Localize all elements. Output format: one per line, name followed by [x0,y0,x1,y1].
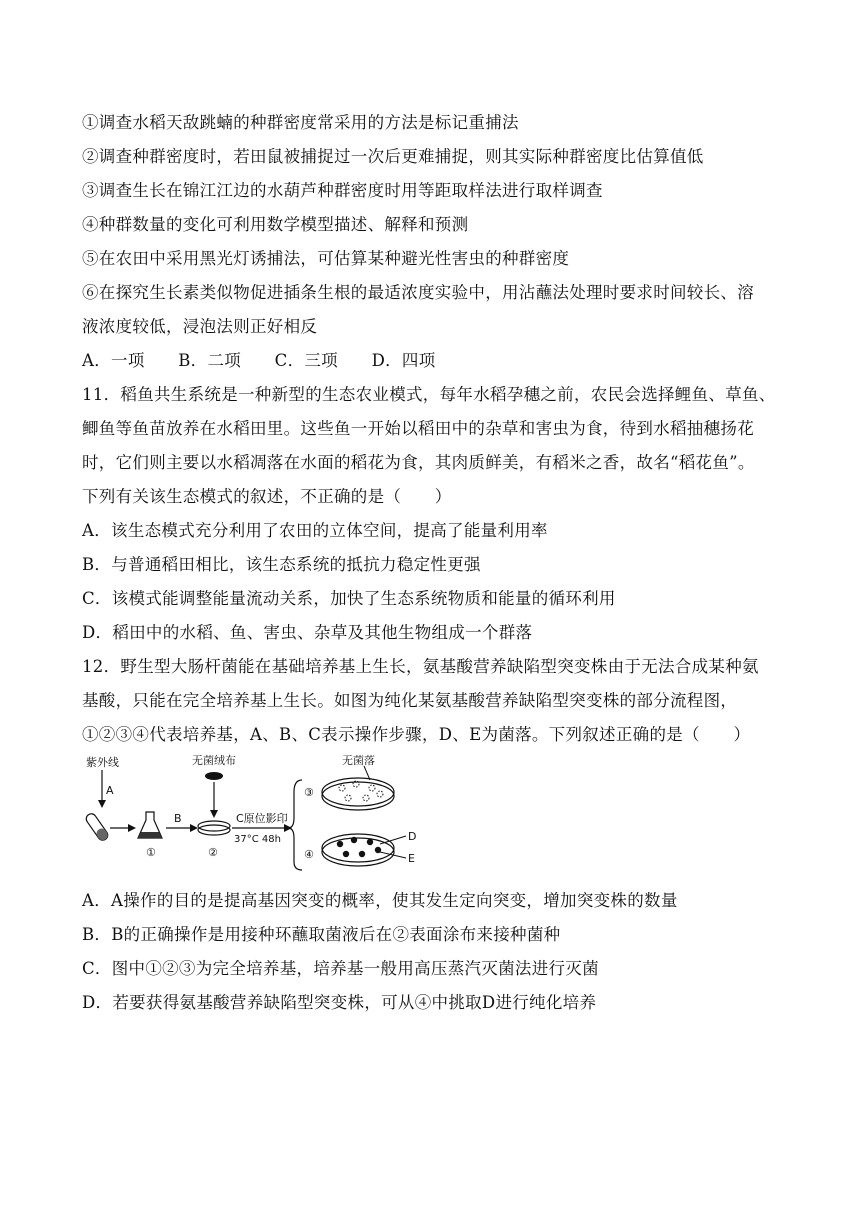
colony-d-pointer [380,836,406,844]
q10-options: A．一项 B．二项 C．三项 D．四项 [82,351,436,370]
statement-1: ①调查水稻天敌跳蝻的种群密度常采用的方法是标记重捕法 [82,113,519,132]
q11-option-c: C．该模式能调整能量流动关系，加快了生态系统物质和能量的循环利用 [82,589,616,608]
q12-stem-3: ①②③④代表培养基，A、B、C表示操作步骤，D、E为菌落。下列叙述正确的是（ ） [82,725,751,744]
arrow-b-head [190,824,198,832]
q12-option-d: D．若要获得氨基酸营养缺陷型突变株，可从④中挑取D进行纯化培养 [82,993,597,1012]
statement-4: ④种群数量的变化可利用数学模型描述、解释和预测 [82,215,469,234]
step-a-label: A [106,784,114,797]
q11-option-d: D．稻田中的水稻、鱼、害虫、杂草及其他生物组成一个群落 [82,623,533,642]
flask-icon [138,812,162,838]
statement-2: ②调查种群密度时，若田鼠被捕捉过一次后更难捕捉，则其实际种群密度比估算值低 [82,147,704,166]
velvet-arrowhead [210,810,218,818]
plate-1-label: ① [146,846,156,859]
q11-option-a: A．该生态模式充分利用了农田的立体空间，提高了能量利用率 [82,521,548,540]
step-b-label: B [174,812,182,825]
test-tube-icon [84,812,109,842]
incubation-condition: 37°C 48h [234,834,281,845]
q11-stem-1: 11．稻鱼共生系统是一种新型的生态农业模式，每年水稻孕穗之前，农民会选择鲤鱼、草鱼、 [82,385,776,404]
plate-4-icon [322,834,394,866]
uv-label: 紫外线 [86,756,119,769]
statement-3: ③调查生长在锦江江边的水葫芦种群密度时用等距取样法进行取样调查 [82,181,603,200]
plate-2-label: ② [208,846,218,859]
q12-option-a: A．A操作的目的是提高基因突变的概率，使其发生定向突变，增加突变株的数量 [82,891,678,910]
statement-6a: ⑥在探究生长素类似物促进插条生根的最适浓度实验中，用沾蘸法处理时要求时间较长、溶 [82,283,754,302]
statement-6b: 液浓度较低，浸泡法则正好相反 [82,317,318,336]
plate-3-icon [322,778,394,810]
q11-stem-2: 鲫鱼等鱼苗放养在水稻田里。这些鱼一开始以稻田中的杂草和害虫为食，待到水稻抽穗扬花 [82,419,754,438]
q11-stem-3: 时，它们则主要以水稻凋落在水面的稻花为食，其肉质鲜美，有稻米之香，故名“稻花鱼”。 [82,453,755,472]
q12-stem-1: 12．野生型大肠杆菌能在基础培养基上生长，氨基酸营养缺陷型突变株由于无法合成某种氨 [82,657,759,676]
arrow-to-flask-head [128,824,136,832]
q12-option-b: B．B的正确操作是用接种环蘸取菌液后在②表面涂布来接种菌种 [82,925,561,944]
plate-4-label: ④ [304,848,314,861]
q11-stem-4: 下列有关该生态模式的叙述，不正确的是（ ） [82,487,452,506]
plate-2-icon [198,821,230,835]
q12-stem-2: 基酸，只能在完全培养基上生长。如图为纯化某氨基酸营养缺陷型突变株的部分流程图， [82,691,738,710]
uv-arrowhead [98,800,106,808]
colony-e-label: E [408,852,415,865]
colony-d-label: D [408,830,417,843]
q11-option-b: B．与普通稻田相比，该生态系统的抵抗力稳定性更强 [82,555,481,574]
velvet-label: 无菌绒布 [192,754,236,767]
flowchart-figure [80,752,440,872]
no-colony-label: 无菌落 [342,754,375,767]
step-c-label: C原位影印 [236,812,288,825]
q12-option-c: C．图中①②③为完全培养基，培养基一般用高压蒸汽灭菌法进行灭菌 [82,959,599,978]
velvet-icon [205,772,223,780]
brace [288,780,302,870]
plate-3-label: ③ [304,786,314,799]
statement-5: ⑤在农田中采用黑光灯诱捕法，可估算某种避光性害虫的种群密度 [82,249,570,268]
